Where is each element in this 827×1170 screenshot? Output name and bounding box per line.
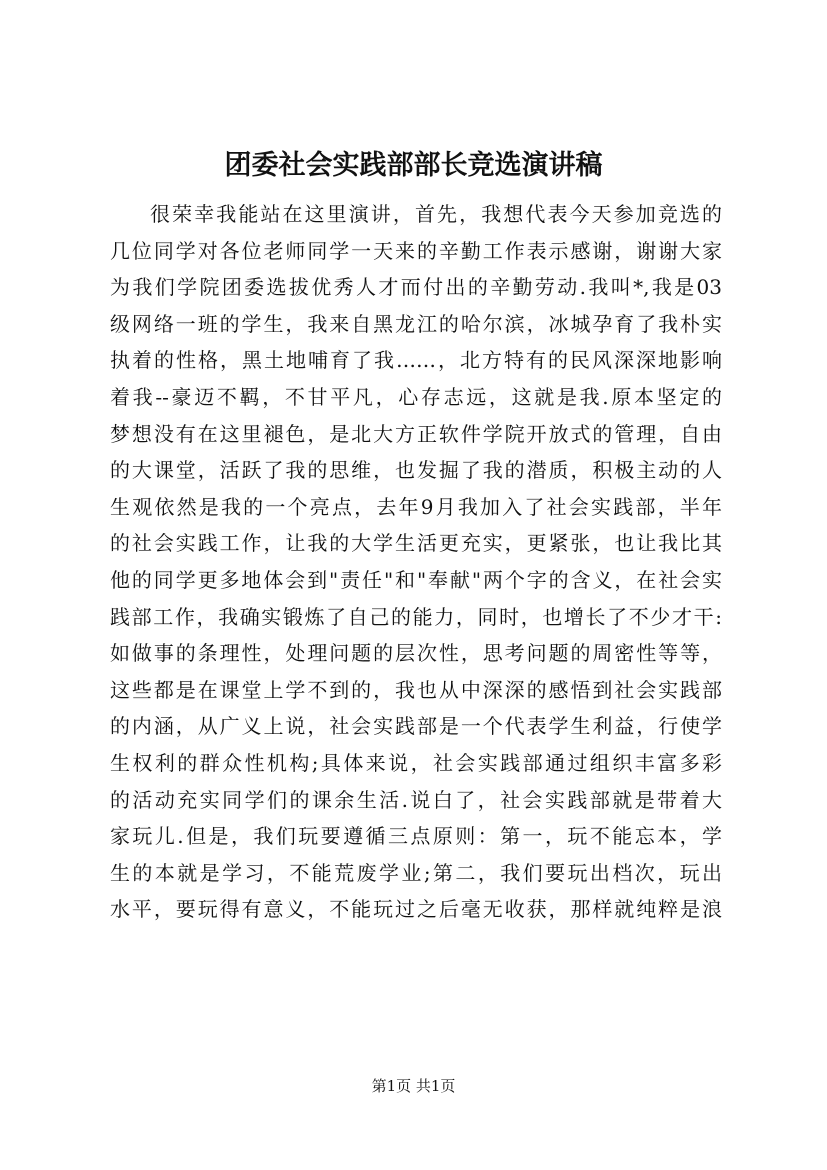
document-body: [110, 196, 722, 928]
body-line: 这些都是在课堂上学不到的，我也从中深深的感悟到社会实践部: [110, 677, 722, 702]
body-line: 执着的性格，黑土地哺育了我……，北方特有的民风深深地影响: [110, 348, 722, 373]
body-line: 的大课堂，活跃了我的思维，也发掘了我的潜质，积极主动的人: [110, 458, 722, 483]
body-line: 级网络一班的学生，我来自黑龙江的哈尔滨，冰城孕育了我朴实: [110, 311, 722, 336]
body-line: 着我--豪迈不羁，不甘平凡，心存志远，这就是我.原本坚定的: [110, 384, 722, 409]
body-line: 他的同学更多地体会到"责任"和"奉献"两个字的含义，在社会实: [110, 567, 722, 592]
body-line: 生权利的群众性机构;具体来说，社会实践部通过组织丰富多彩: [110, 750, 722, 775]
body-line: 水平，要玩得有意义，不能玩过之后毫无收获，那样就纯粹是浪: [110, 897, 722, 922]
body-line: 生的本就是学习，不能荒废学业;第二，我们要玩出档次，玩出: [110, 860, 722, 885]
body-line: 梦想没有在这里褪色，是北大方正软件学院开放式的管理，自由: [110, 421, 722, 446]
body-line: 家玩儿.但是，我们玩要遵循三点原则：第一，玩不能忘本，学: [110, 824, 722, 849]
body-line: 践部工作，我确实锻炼了自己的能力，同时，也增长了不少才干:: [110, 604, 722, 629]
body-line: 的内涵，从广义上说，社会实践部是一个代表学生利益，行使学: [110, 714, 722, 739]
document-title: 团委社会实践部部长竞选演讲稿: [224, 150, 603, 181]
body-line: 生观依然是我的一个亮点，去年9月我加入了社会实践部，半年: [110, 494, 722, 519]
body-line: 的活动充实同学们的课余生活.说白了，社会实践部就是带着大: [110, 787, 722, 812]
body-line: 几位同学对各位老师同学一天来的辛勤工作表示感谢，谢谢大家: [110, 238, 722, 263]
page-number-footer: 第1页 共1页: [371, 1077, 456, 1095]
body-line: 如做事的条理性，处理问题的层次性，思考问题的周密性等等，: [110, 641, 722, 666]
body-line: 的社会实践工作，让我的大学生活更充实，更紧张，也让我比其: [110, 531, 722, 556]
body-line: 为我们学院团委选拔优秀人才而付出的辛勤劳动.我叫*,我是03: [110, 275, 722, 300]
body-line: 很荣幸我能站在这里演讲，首先，我想代表今天参加竞选的: [150, 202, 722, 226]
